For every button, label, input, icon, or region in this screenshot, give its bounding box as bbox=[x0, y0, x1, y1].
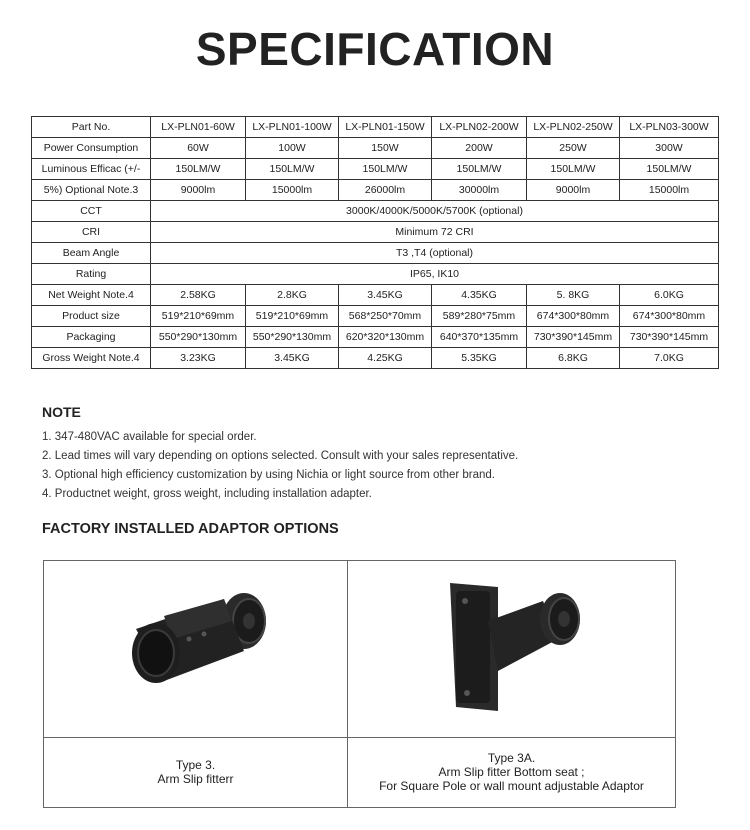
table-cell: 730*390*145mm bbox=[620, 327, 719, 348]
table-cell: 5.35KG bbox=[432, 348, 527, 369]
table-cell: 150LM/W bbox=[432, 159, 527, 180]
row-label: CRI bbox=[32, 222, 151, 243]
table-cell: T3 ,T4 (optional) bbox=[151, 243, 719, 264]
table-cell: 568*250*70mm bbox=[339, 306, 432, 327]
table-cell: 589*280*75mm bbox=[432, 306, 527, 327]
table-cell: 550*290*130mm bbox=[151, 327, 246, 348]
table-cell: 9000lm bbox=[527, 180, 620, 201]
table-row-cri bbox=[32, 222, 719, 243]
table-cell: 150LM/W bbox=[246, 159, 339, 180]
table-cell: 100W bbox=[246, 138, 339, 159]
header-cell: LX-PLN01-150W bbox=[339, 117, 432, 138]
table-cell: 2.58KG bbox=[151, 285, 246, 306]
table-row-product-size bbox=[32, 306, 719, 327]
row-label: Rating bbox=[32, 264, 151, 285]
adaptor-options-panel bbox=[43, 560, 676, 808]
bottom-seat-adaptor-icon bbox=[348, 561, 676, 737]
table-cell: 730*390*145mm bbox=[527, 327, 620, 348]
table-cell: 15000lm bbox=[620, 180, 719, 201]
table-cell: 30000lm bbox=[432, 180, 527, 201]
table-cell: 9000lm bbox=[151, 180, 246, 201]
note-list bbox=[42, 428, 518, 504]
arm-slip-fitter-icon bbox=[44, 561, 347, 737]
caption-line: Type 3A. bbox=[487, 751, 536, 765]
table-row-gross-weight bbox=[32, 348, 719, 369]
table-cell: 150LM/W bbox=[527, 159, 620, 180]
row-label: Gross Weight Note.4 bbox=[32, 348, 151, 369]
table-row-cct bbox=[32, 201, 719, 222]
table-cell: 6.8KG bbox=[527, 348, 620, 369]
caption-line: Type 3. bbox=[175, 758, 216, 772]
header-cell: LX-PLN02-200W bbox=[432, 117, 527, 138]
adaptor-heading: FACTORY INSTALLED ADAPTOR OPTIONS bbox=[42, 521, 339, 537]
table-cell: 4.35KG bbox=[432, 285, 527, 306]
note-heading: NOTE bbox=[42, 404, 81, 420]
table-cell: 674*300*80mm bbox=[527, 306, 620, 327]
table-row-efficacy bbox=[32, 159, 719, 180]
table-cell: IP65, IK10 bbox=[151, 264, 719, 285]
header-cell: Part No. bbox=[32, 117, 151, 138]
table-cell: 200W bbox=[432, 138, 527, 159]
caption-line: For Square Pole or wall mount adjustable Adaptor bbox=[379, 779, 644, 793]
header-cell: LX-PLN01-100W bbox=[246, 117, 339, 138]
table-cell: 6.0KG bbox=[620, 285, 719, 306]
row-label: Beam Angle bbox=[32, 243, 151, 264]
note-item: 2. Lead times will vary depending on options selected. Consult with your sales representative. bbox=[42, 450, 519, 462]
table-row-net-weight bbox=[32, 285, 719, 306]
specification-table bbox=[31, 116, 719, 369]
adaptor-type3a-image bbox=[348, 561, 675, 738]
table-header-row bbox=[32, 117, 719, 138]
row-label: Luminous Efficac (+/- bbox=[32, 159, 151, 180]
table-cell: 150LM/W bbox=[339, 159, 432, 180]
table-cell: Minimum 72 CRI bbox=[151, 222, 719, 243]
table-cell: 300W bbox=[620, 138, 719, 159]
note-item: 4. Productnet weight, gross weight, including installation adapter. bbox=[42, 488, 372, 500]
table-cell: 4.25KG bbox=[339, 348, 432, 369]
note-item: 1. 347-480VAC available for special order. bbox=[42, 431, 257, 443]
page-title: SPECIFICATION bbox=[195, 23, 555, 75]
table-cell: 3000K/4000K/5000K/5700K (optional) bbox=[151, 201, 719, 222]
row-label: Net Weight Note.4 bbox=[32, 285, 151, 306]
adaptor-type3a-cell bbox=[348, 561, 675, 807]
table-cell: 620*320*130mm bbox=[339, 327, 432, 348]
table-cell: 3.45KG bbox=[339, 285, 432, 306]
table-cell: 7.0KG bbox=[620, 348, 719, 369]
table-row-beam bbox=[32, 243, 719, 264]
table-row-rating bbox=[32, 264, 719, 285]
table-row-packaging bbox=[32, 327, 719, 348]
caption-line: Arm Slip fitterr bbox=[157, 772, 234, 786]
table-cell: 150LM/W bbox=[620, 159, 719, 180]
table-cell: 150LM/W bbox=[151, 159, 246, 180]
row-label: Product size bbox=[32, 306, 151, 327]
header-cell: LX-PLN01-60W bbox=[151, 117, 246, 138]
table-cell: 519*210*69mm bbox=[151, 306, 246, 327]
table-cell: 5. 8KG bbox=[527, 285, 620, 306]
header-cell: LX-PLN02-250W bbox=[527, 117, 620, 138]
table-cell: 250W bbox=[527, 138, 620, 159]
table-cell: 3.23KG bbox=[151, 348, 246, 369]
table-cell: 26000lm bbox=[339, 180, 432, 201]
adaptor-type3a-caption bbox=[348, 751, 675, 793]
row-label: CCT bbox=[32, 201, 151, 222]
table-cell: 2.8KG bbox=[246, 285, 339, 306]
row-label: Power Consumption bbox=[32, 138, 151, 159]
caption-line: Arm Slip fitter Bottom seat ; bbox=[438, 765, 585, 779]
table-cell: 674*300*80mm bbox=[620, 306, 719, 327]
table-row-lumens bbox=[32, 180, 719, 201]
note-item: 3. Optional high efficiency customization by using Nichia or light source from other brand. bbox=[42, 469, 495, 481]
row-label: Packaging bbox=[32, 327, 151, 348]
row-label: 5%) Optional Note.3 bbox=[32, 180, 151, 201]
adaptor-type3-image bbox=[44, 561, 347, 738]
table-row-power bbox=[32, 138, 719, 159]
table-cell: 640*370*135mm bbox=[432, 327, 527, 348]
table-cell: 519*210*69mm bbox=[246, 306, 339, 327]
adaptor-type3-caption bbox=[44, 758, 347, 786]
table-cell: 60W bbox=[151, 138, 246, 159]
table-cell: 15000lm bbox=[246, 180, 339, 201]
table-cell: 150W bbox=[339, 138, 432, 159]
table-cell: 3.45KG bbox=[246, 348, 339, 369]
adaptor-type3-cell bbox=[44, 561, 348, 807]
header-cell: LX-PLN03-300W bbox=[620, 117, 719, 138]
table-cell: 550*290*130mm bbox=[246, 327, 339, 348]
